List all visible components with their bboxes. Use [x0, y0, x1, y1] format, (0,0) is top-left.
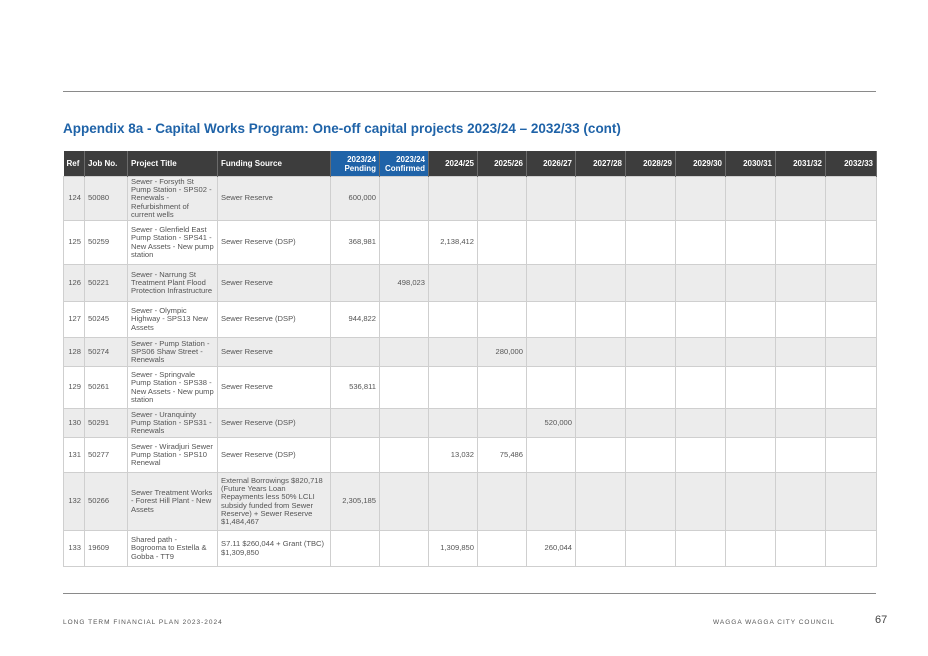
cell-confirmed — [380, 177, 429, 221]
cell-2029-30 — [676, 177, 726, 221]
cell-funding: S7.11 $260,044 + Grant (TBC) $1,309,850 — [218, 531, 331, 567]
cell-2024-25: 2,138,412 — [429, 221, 478, 265]
cell-2026-27: 260,044 — [527, 531, 576, 567]
cell-confirmed — [380, 302, 429, 338]
cell-project: Sewer Treatment Works - Forest Hill Plant - New Assets — [128, 473, 218, 531]
cell-project: Sewer - Springvale Pump Station - SPS38 - New Assets - New pump station — [128, 367, 218, 409]
table-header-row — [64, 151, 877, 177]
cell-project: Sewer - Olympic Highway - SPS13 New Assets — [128, 302, 218, 338]
col-header-project: Project Title — [128, 151, 218, 177]
col-header-ref: Ref — [64, 151, 85, 177]
cell-2024-25 — [429, 177, 478, 221]
cell-pending — [331, 438, 380, 473]
cell-job: 50080 — [85, 177, 128, 221]
col-header-2025-26: 2025/26 — [478, 151, 527, 177]
col-header-pending: 2023/24 Pending — [331, 151, 380, 177]
cell-2027-28 — [576, 265, 626, 302]
cell-2028-29 — [626, 338, 676, 367]
cell-2032-33 — [826, 438, 877, 473]
cell-2029-30 — [676, 409, 726, 438]
cell-2031-32 — [776, 302, 826, 338]
cell-2024-25 — [429, 302, 478, 338]
cell-2029-30 — [676, 265, 726, 302]
table-row — [64, 265, 877, 302]
table-row — [64, 473, 877, 531]
cell-2030-31 — [726, 338, 776, 367]
col-header-2032-33: 2032/33 — [826, 151, 877, 177]
cell-project: Sewer - Wiradjuri Sewer Pump Station - SPS10 Renewal — [128, 438, 218, 473]
cell-2031-32 — [776, 221, 826, 265]
capital-works-table — [63, 151, 877, 567]
cell-2032-33 — [826, 531, 877, 567]
cell-2026-27 — [527, 302, 576, 338]
cell-2026-27 — [527, 265, 576, 302]
cell-2027-28 — [576, 438, 626, 473]
cell-2025-26 — [478, 531, 527, 567]
cell-2026-27 — [527, 177, 576, 221]
cell-2029-30 — [676, 338, 726, 367]
cell-pending: 600,000 — [331, 177, 380, 221]
cell-job: 50274 — [85, 338, 128, 367]
cell-2028-29 — [626, 473, 676, 531]
cell-ref: 126 — [64, 265, 85, 302]
table-row — [64, 177, 877, 221]
cell-2032-33 — [826, 338, 877, 367]
col-header-2027-28: 2027/28 — [576, 151, 626, 177]
cell-2029-30 — [676, 473, 726, 531]
cell-2032-33 — [826, 409, 877, 438]
cell-2024-25 — [429, 367, 478, 409]
cell-2028-29 — [626, 409, 676, 438]
cell-2025-26 — [478, 177, 527, 221]
cell-ref: 129 — [64, 367, 85, 409]
table-row — [64, 367, 877, 409]
cell-pending: 368,981 — [331, 221, 380, 265]
cell-2028-29 — [626, 302, 676, 338]
cell-funding: Sewer Reserve — [218, 338, 331, 367]
cell-2032-33 — [826, 177, 877, 221]
page-number: 67 — [875, 614, 888, 626]
col-header-confirmed: 2023/24 Confirmed — [380, 151, 429, 177]
table-row — [64, 409, 877, 438]
cell-2024-25 — [429, 338, 478, 367]
cell-2028-29 — [626, 177, 676, 221]
cell-2026-27 — [527, 473, 576, 531]
cell-2031-32 — [776, 531, 826, 567]
cell-2026-27: 520,000 — [527, 409, 576, 438]
cell-project: Shared path - Bogrooma to Estella & Gobba - TT9 — [128, 531, 218, 567]
cell-ref: 124 — [64, 177, 85, 221]
table-row — [64, 438, 877, 473]
cell-ref: 127 — [64, 302, 85, 338]
cell-2031-32 — [776, 177, 826, 221]
cell-2030-31 — [726, 302, 776, 338]
cell-2029-30 — [676, 302, 726, 338]
cell-2032-33 — [826, 265, 877, 302]
cell-pending: 2,305,185 — [331, 473, 380, 531]
cell-project: Sewer - Narrung St Treatment Plant Flood Protection Infrastructure — [128, 265, 218, 302]
cell-2031-32 — [776, 338, 826, 367]
cell-2025-26: 280,000 — [478, 338, 527, 367]
cell-funding: Sewer Reserve (DSP) — [218, 409, 331, 438]
cell-pending: 536,811 — [331, 367, 380, 409]
cell-job: 50291 — [85, 409, 128, 438]
cell-2028-29 — [626, 438, 676, 473]
cell-ref: 133 — [64, 531, 85, 567]
cell-job: 50277 — [85, 438, 128, 473]
cell-project: Sewer - Pump Station - SPS06 Shaw Street - Renewals — [128, 338, 218, 367]
cell-2029-30 — [676, 367, 726, 409]
cell-confirmed: 498,023 — [380, 265, 429, 302]
cell-job: 50245 — [85, 302, 128, 338]
cell-2030-31 — [726, 367, 776, 409]
table-row — [64, 338, 877, 367]
col-header-2029-30: 2029/30 — [676, 151, 726, 177]
cell-job: 50259 — [85, 221, 128, 265]
cell-2029-30 — [676, 438, 726, 473]
cell-pending — [331, 409, 380, 438]
cell-funding: Sewer Reserve — [218, 177, 331, 221]
footer-council-name: WAGGA WAGGA CITY COUNCIL — [713, 619, 835, 626]
cell-2026-27 — [527, 338, 576, 367]
cell-project: Sewer - Uranquinty Pump Station - SPS31 - Renewals — [128, 409, 218, 438]
col-header-2028-29: 2028/29 — [626, 151, 676, 177]
cell-2029-30 — [676, 221, 726, 265]
col-header-2031-32: 2031/32 — [776, 151, 826, 177]
cell-2030-31 — [726, 221, 776, 265]
cell-funding: Sewer Reserve (DSP) — [218, 302, 331, 338]
cell-funding: Sewer Reserve (DSP) — [218, 438, 331, 473]
cell-funding: Sewer Reserve (DSP) — [218, 221, 331, 265]
cell-confirmed — [380, 221, 429, 265]
cell-2032-33 — [826, 302, 877, 338]
cell-2030-31 — [726, 438, 776, 473]
cell-job: 50261 — [85, 367, 128, 409]
cell-2024-25 — [429, 473, 478, 531]
table-row — [64, 531, 877, 567]
cell-2027-28 — [576, 221, 626, 265]
cell-2027-28 — [576, 338, 626, 367]
cell-ref: 130 — [64, 409, 85, 438]
cell-2025-26: 75,486 — [478, 438, 527, 473]
cell-2031-32 — [776, 265, 826, 302]
cell-ref: 131 — [64, 438, 85, 473]
cell-ref: 132 — [64, 473, 85, 531]
cell-ref: 125 — [64, 221, 85, 265]
col-header-2024-25: 2024/25 — [429, 151, 478, 177]
cell-2025-26 — [478, 473, 527, 531]
page-title: Appendix 8a - Capital Works Program: One-off capital projects 2023/24 – 2032/33 (cont) — [63, 121, 621, 136]
cell-2032-33 — [826, 473, 877, 531]
cell-2030-31 — [726, 531, 776, 567]
cell-job: 50221 — [85, 265, 128, 302]
cell-confirmed — [380, 473, 429, 531]
cell-pending: 944,822 — [331, 302, 380, 338]
cell-funding: Sewer Reserve — [218, 265, 331, 302]
cell-2031-32 — [776, 473, 826, 531]
cell-2027-28 — [576, 367, 626, 409]
cell-2026-27 — [527, 367, 576, 409]
cell-2026-27 — [527, 221, 576, 265]
cell-2028-29 — [626, 531, 676, 567]
cell-confirmed — [380, 438, 429, 473]
footer-document-title: LONG TERM FINANCIAL PLAN 2023-2024 — [63, 619, 223, 626]
cell-2024-25 — [429, 265, 478, 302]
col-header-funding: Funding Source — [218, 151, 331, 177]
cell-2026-27 — [527, 438, 576, 473]
cell-2029-30 — [676, 531, 726, 567]
table-row — [64, 221, 877, 265]
col-header-2026-27: 2026/27 — [527, 151, 576, 177]
top-rule — [63, 91, 876, 92]
cell-2030-31 — [726, 265, 776, 302]
cell-2030-31 — [726, 177, 776, 221]
cell-2024-25: 13,032 — [429, 438, 478, 473]
cell-2028-29 — [626, 367, 676, 409]
cell-2028-29 — [626, 221, 676, 265]
cell-2032-33 — [826, 367, 877, 409]
cell-project: Sewer - Glenfield East Pump Station - SPS41 - New Assets - New pump station — [128, 221, 218, 265]
cell-2032-33 — [826, 221, 877, 265]
cell-funding: Sewer Reserve — [218, 367, 331, 409]
cell-2027-28 — [576, 302, 626, 338]
cell-2027-28 — [576, 473, 626, 531]
cell-ref: 128 — [64, 338, 85, 367]
cell-confirmed — [380, 338, 429, 367]
cell-2027-28 — [576, 531, 626, 567]
cell-2031-32 — [776, 438, 826, 473]
cell-2030-31 — [726, 409, 776, 438]
cell-confirmed — [380, 367, 429, 409]
cell-funding: External Borrowings $820,718 (Future Years Loan Repayments less 50% LCLI subsidy funded from Sewer Reserve) + Sewer Reserve $1,484,467 — [218, 473, 331, 531]
col-header-job: Job No. — [85, 151, 128, 177]
cell-job: 19609 — [85, 531, 128, 567]
col-header-2030-31: 2030/31 — [726, 151, 776, 177]
bottom-rule — [63, 593, 876, 594]
cell-2027-28 — [576, 409, 626, 438]
cell-pending — [331, 265, 380, 302]
cell-2025-26 — [478, 265, 527, 302]
cell-2030-31 — [726, 473, 776, 531]
cell-2031-32 — [776, 367, 826, 409]
cell-2031-32 — [776, 409, 826, 438]
cell-job: 50266 — [85, 473, 128, 531]
table-row — [64, 302, 877, 338]
cell-2028-29 — [626, 265, 676, 302]
cell-2025-26 — [478, 367, 527, 409]
cell-2027-28 — [576, 177, 626, 221]
cell-2024-25 — [429, 409, 478, 438]
cell-2025-26 — [478, 221, 527, 265]
cell-confirmed — [380, 409, 429, 438]
cell-2025-26 — [478, 302, 527, 338]
cell-pending — [331, 531, 380, 567]
cell-confirmed — [380, 531, 429, 567]
cell-2025-26 — [478, 409, 527, 438]
cell-2024-25: 1,309,850 — [429, 531, 478, 567]
cell-pending — [331, 338, 380, 367]
cell-project: Sewer - Forsyth St Pump Station - SPS02 - Renewals - Refurbishment of current wells — [128, 177, 218, 221]
